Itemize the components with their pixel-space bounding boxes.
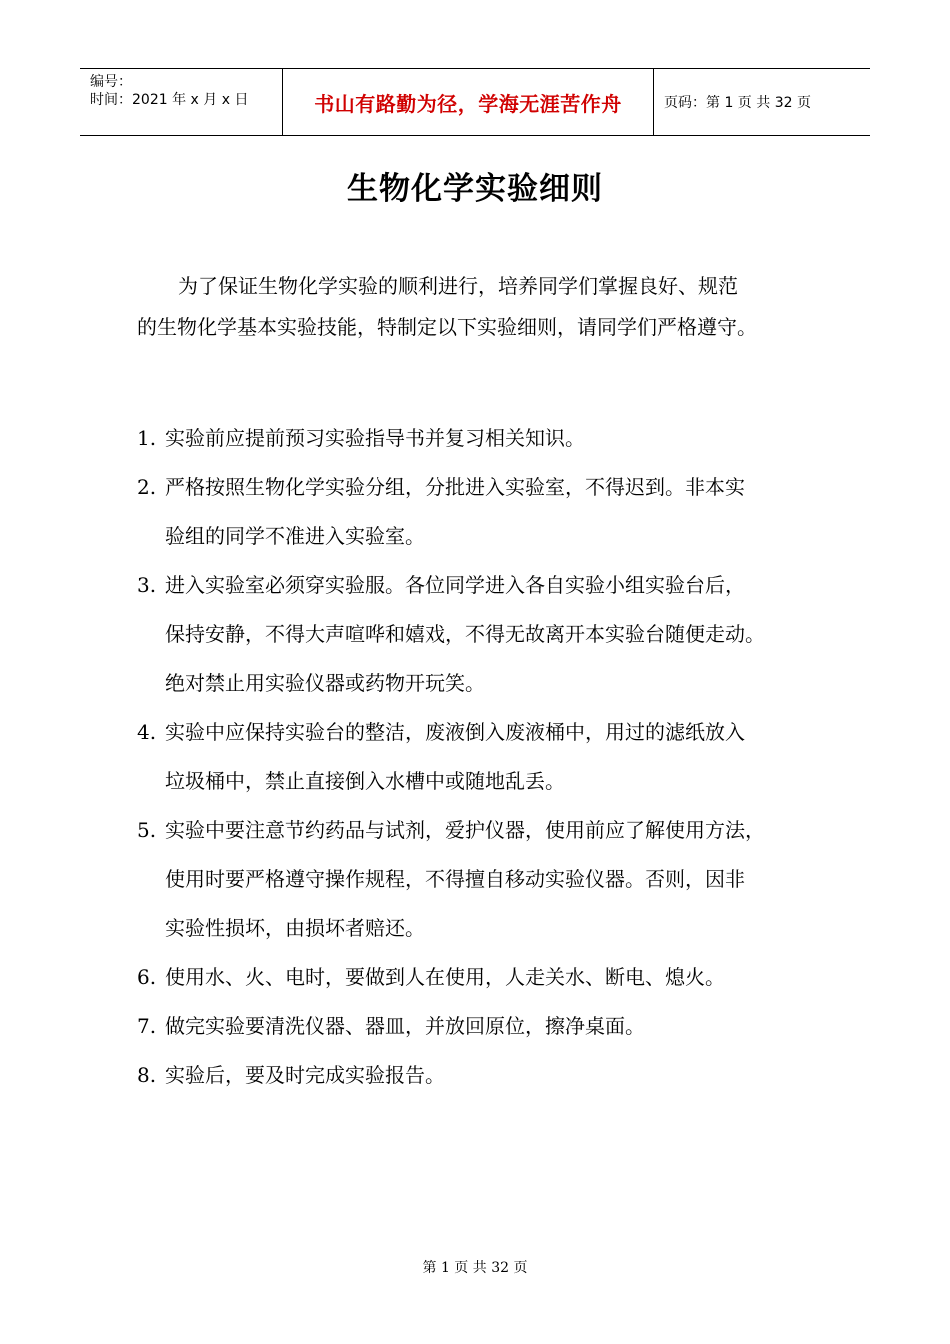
rule-line: 实验前应提前预习实验指导书并复习相关知识。	[165, 426, 585, 450]
rule-item	[137, 708, 837, 806]
rule-text	[165, 1051, 837, 1100]
rules-list	[137, 414, 837, 1100]
rule-text	[165, 561, 837, 708]
rule-item	[137, 561, 837, 708]
serial-label: 编号：	[90, 74, 132, 90]
rule-number: 4.	[137, 720, 157, 744]
rule-line: 使用时要严格遵守操作规程，不得擅自移动实验仪器。否则，因非	[165, 867, 745, 891]
rule-line: 实验中要注意节约药品与试剂，爱护仪器，使用前应了解使用方法，	[165, 818, 765, 842]
rule-item	[137, 463, 837, 561]
rule-text	[165, 463, 837, 561]
document-title: 生物化学实验细则	[347, 171, 603, 207]
header-motto: 书山有路勤为径，学海无涯苦作舟	[282, 69, 654, 135]
rule-text	[165, 953, 837, 1002]
rule-item	[137, 1002, 837, 1051]
rule-text	[165, 1002, 837, 1051]
rule-number: 7.	[137, 1014, 157, 1038]
rule-line: 进入实验室必须穿实验服。各位同学进入各自实验小组实验台后，	[165, 573, 745, 597]
rule-line: 保持安静，不得大声喧哗和嬉戏，不得无故离开本实验台随便走动。	[165, 622, 765, 646]
rule-number: 6.	[137, 965, 157, 989]
header-page-info: 页码：第 1 页 共 32 页	[664, 95, 811, 111]
rule-line: 实验后，要及时完成实验报告。	[165, 1063, 445, 1087]
rule-item	[137, 414, 837, 463]
rule-number: 3.	[137, 573, 157, 597]
rule-item	[137, 953, 837, 1002]
rule-number: 5.	[137, 818, 157, 842]
rule-line: 严格按照生物化学实验分组，分批进入实验室，不得迟到。非本实	[165, 475, 745, 499]
rule-number: 2.	[137, 475, 157, 499]
rule-item	[137, 1051, 837, 1100]
rule-number: 8.	[137, 1063, 157, 1087]
rule-line: 实验中应保持实验台的整洁，废液倒入废液桶中，用过的滤纸放入	[165, 720, 745, 744]
rule-line: 绝对禁止用实验仪器或药物开玩笑。	[165, 671, 485, 695]
rule-line: 做完实验要清洗仪器、器皿，并放回原位，擦净桌面。	[165, 1014, 645, 1038]
header-meta	[80, 69, 282, 135]
rule-text	[165, 708, 837, 806]
intro-line-1: 为了保证生物化学实验的顺利进行，培养同学们掌握良好、规范	[178, 274, 738, 298]
rule-line: 垃圾桶中，禁止直接倒入水槽中或随地乱丢。	[165, 769, 565, 793]
rule-item	[137, 806, 837, 953]
page-header	[80, 68, 870, 136]
rule-text	[165, 414, 837, 463]
rule-line: 使用水、火、电时，要做到人在使用，人走关水、断电、熄火。	[165, 965, 725, 989]
rule-line: 验组的同学不准进入实验室。	[165, 524, 425, 548]
intro-paragraph	[137, 266, 837, 348]
rule-line: 实验性损坏，由损坏者赔还。	[165, 916, 425, 940]
rule-text	[165, 806, 837, 953]
date-label: 时间：2021 年 x 月 x 日	[90, 92, 249, 108]
rule-number: 1.	[137, 426, 157, 450]
intro-line-2: 的生物化学基本实验技能，特制定以下实验细则，请同学们严格遵守。	[137, 315, 757, 339]
page-footer: 第 1 页 共 32 页	[422, 1260, 528, 1276]
